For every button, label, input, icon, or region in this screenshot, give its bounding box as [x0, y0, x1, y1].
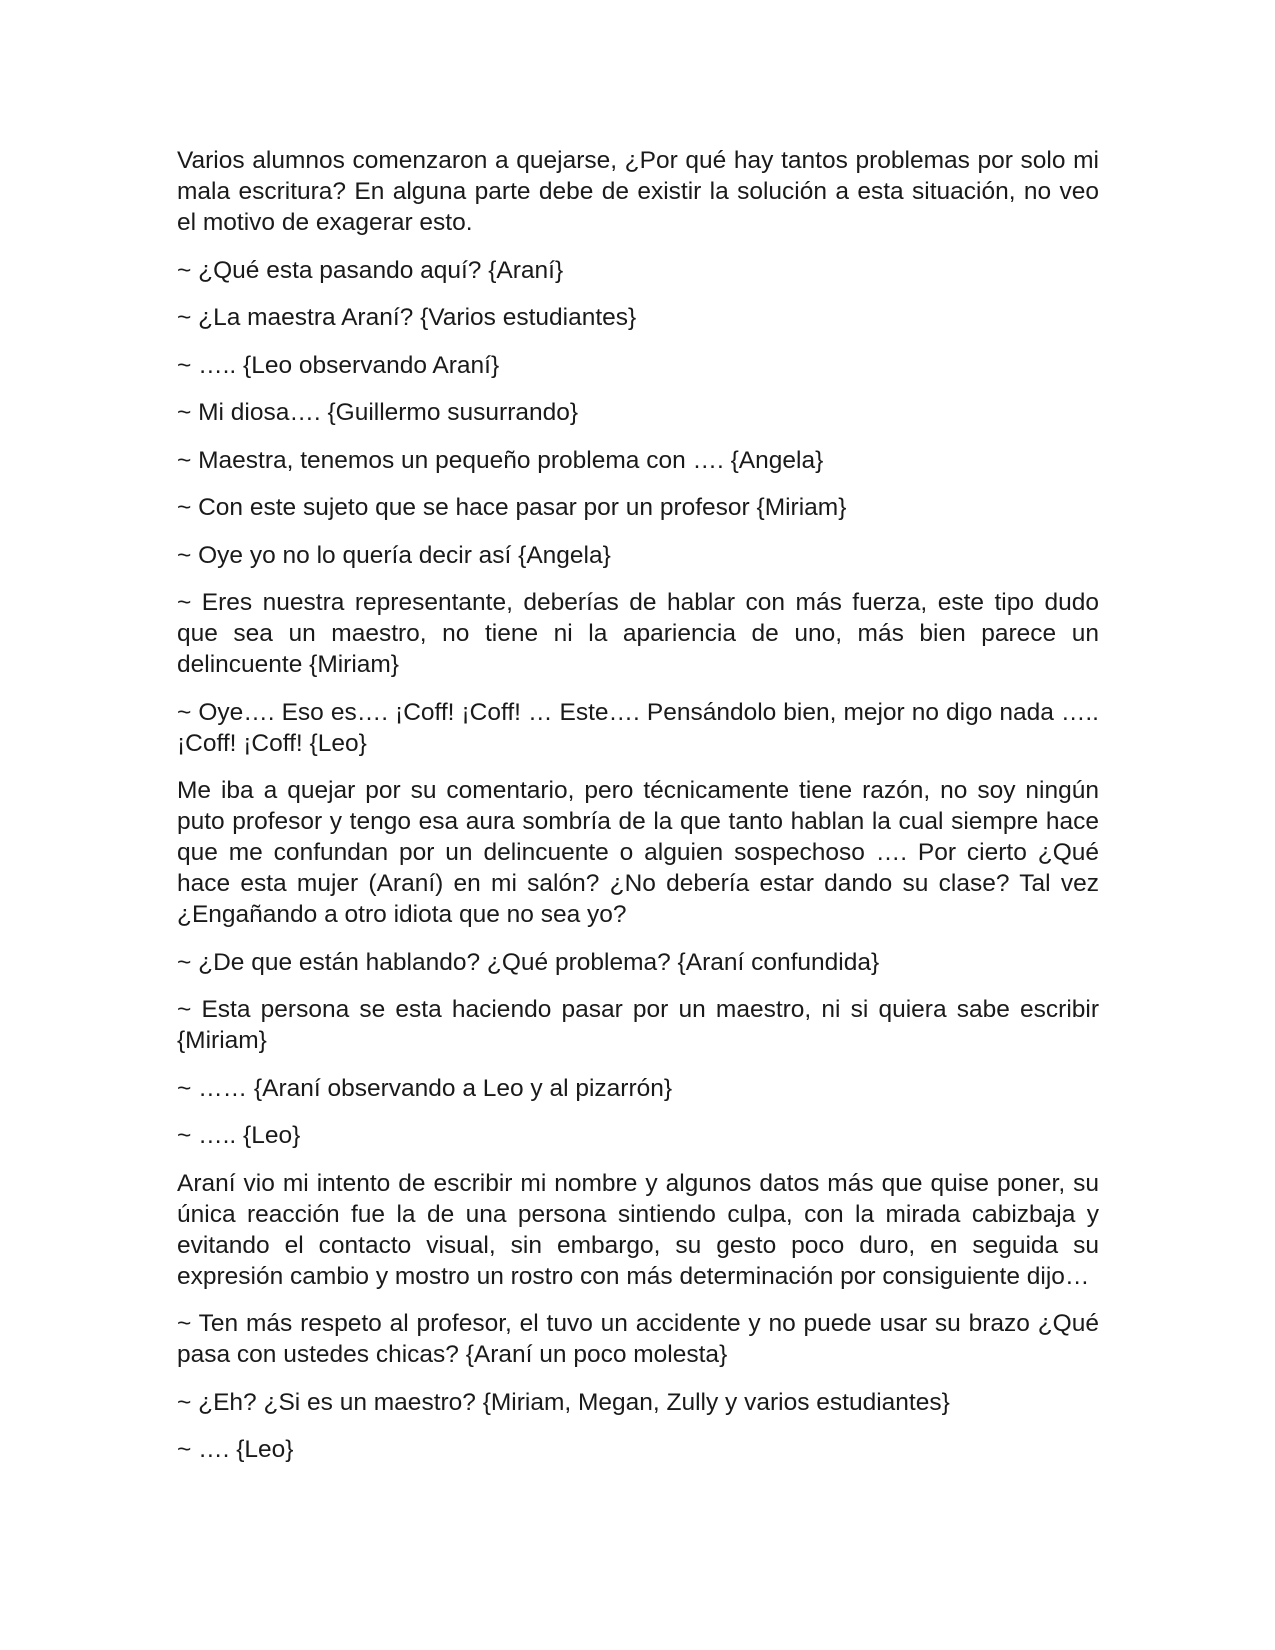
narration-paragraph: Me iba a quejar por su comentario, pero técnicamente tiene razón, no soy ningún puto profesor y tengo esa aura sombría de la que tanto hablan la cual siempre hace que me confundan por un delincuente o alguien sospechoso …. Por cierto ¿Qué hace esta mujer (Araní) en mi salón? ¿No debería estar dando su clase? Tal vez ¿Engañando a otro idiota que no sea yo? — [177, 777, 1099, 928]
narration-paragraph: Araní vio mi intento de escribir mi nombre y algunos datos más que quise poner, su única reacción fue la de una persona sintiendo culpa, con la mirada cabizbaja y evitando el contacto visual, sin embargo, su gesto poco duro, en seguida su expresión cambio y mostro un rostro con más determinación por consiguiente dijo… — [177, 1169, 1099, 1290]
dialog-line: ~ Con este sujeto que se hace pasar por un profesor {Miriam} — [177, 494, 847, 521]
dialog-line: ~ Eres nuestra representante, deberías de hablar con más fuerza, este tipo dudo que sea un maestro, no tiene ni la apariencia de uno, más bien parece un delincuente {Miriam} — [177, 589, 1099, 678]
document-body — [177, 145, 1099, 1482]
dialog-line: ~ Oye…. Eso es…. ¡Coff! ¡Coff! … Este…. Pensándolo bien, mejor no digo nada ….. ¡Coff! ¡Coff! {Leo} — [177, 698, 1099, 757]
dialog-line: ~ ….. {Leo} — [177, 1122, 301, 1149]
narration-paragraph: Varios alumnos comenzaron a quejarse, ¿Por qué hay tantos problemas por solo mi mala escritura? En alguna parte debe de existir la solución a esta situación, no veo el motivo de exagerar esto. — [177, 147, 1099, 236]
dialog-line: ~ …. {Leo} — [177, 1436, 294, 1463]
dialog-line: ~ Oye yo no lo quería decir así {Angela} — [177, 541, 611, 569]
dialog-line: ~ ¿Qué esta pasando aquí? {Araní} — [177, 256, 564, 284]
dialog-line: ~ …… {Araní observando a Leo y al pizarrón} — [177, 1074, 673, 1102]
dialog-line: ~ Ten más respeto al profesor, el tuvo un accidente y no puede usar su brazo ¿Qué pasa con ustedes chicas? {Araní un poco molesta} — [177, 1310, 1099, 1368]
dialog-line: ~ Maestra, tenemos un pequeño problema con …. {Angela} — [177, 446, 824, 474]
dialog-line: ~ Mi diosa…. {Guillermo susurrando} — [177, 399, 579, 426]
dialog-line: ~ ….. {Leo observando Araní} — [177, 351, 500, 379]
dialog-line: ~ ¿De que están hablando? ¿Qué problema? {Araní confundida} — [177, 948, 880, 976]
dialog-line: ~ ¿La maestra Araní? {Varios estudiantes} — [177, 304, 637, 331]
dialog-line: ~ Esta persona se esta haciendo pasar por un maestro, ni si quiera sabe escribir {Miriam} — [177, 996, 1099, 1054]
dialog-line: ~ ¿Eh? ¿Si es un maestro? {Miriam, Megan, Zully y varios estudiantes} — [177, 1388, 950, 1416]
